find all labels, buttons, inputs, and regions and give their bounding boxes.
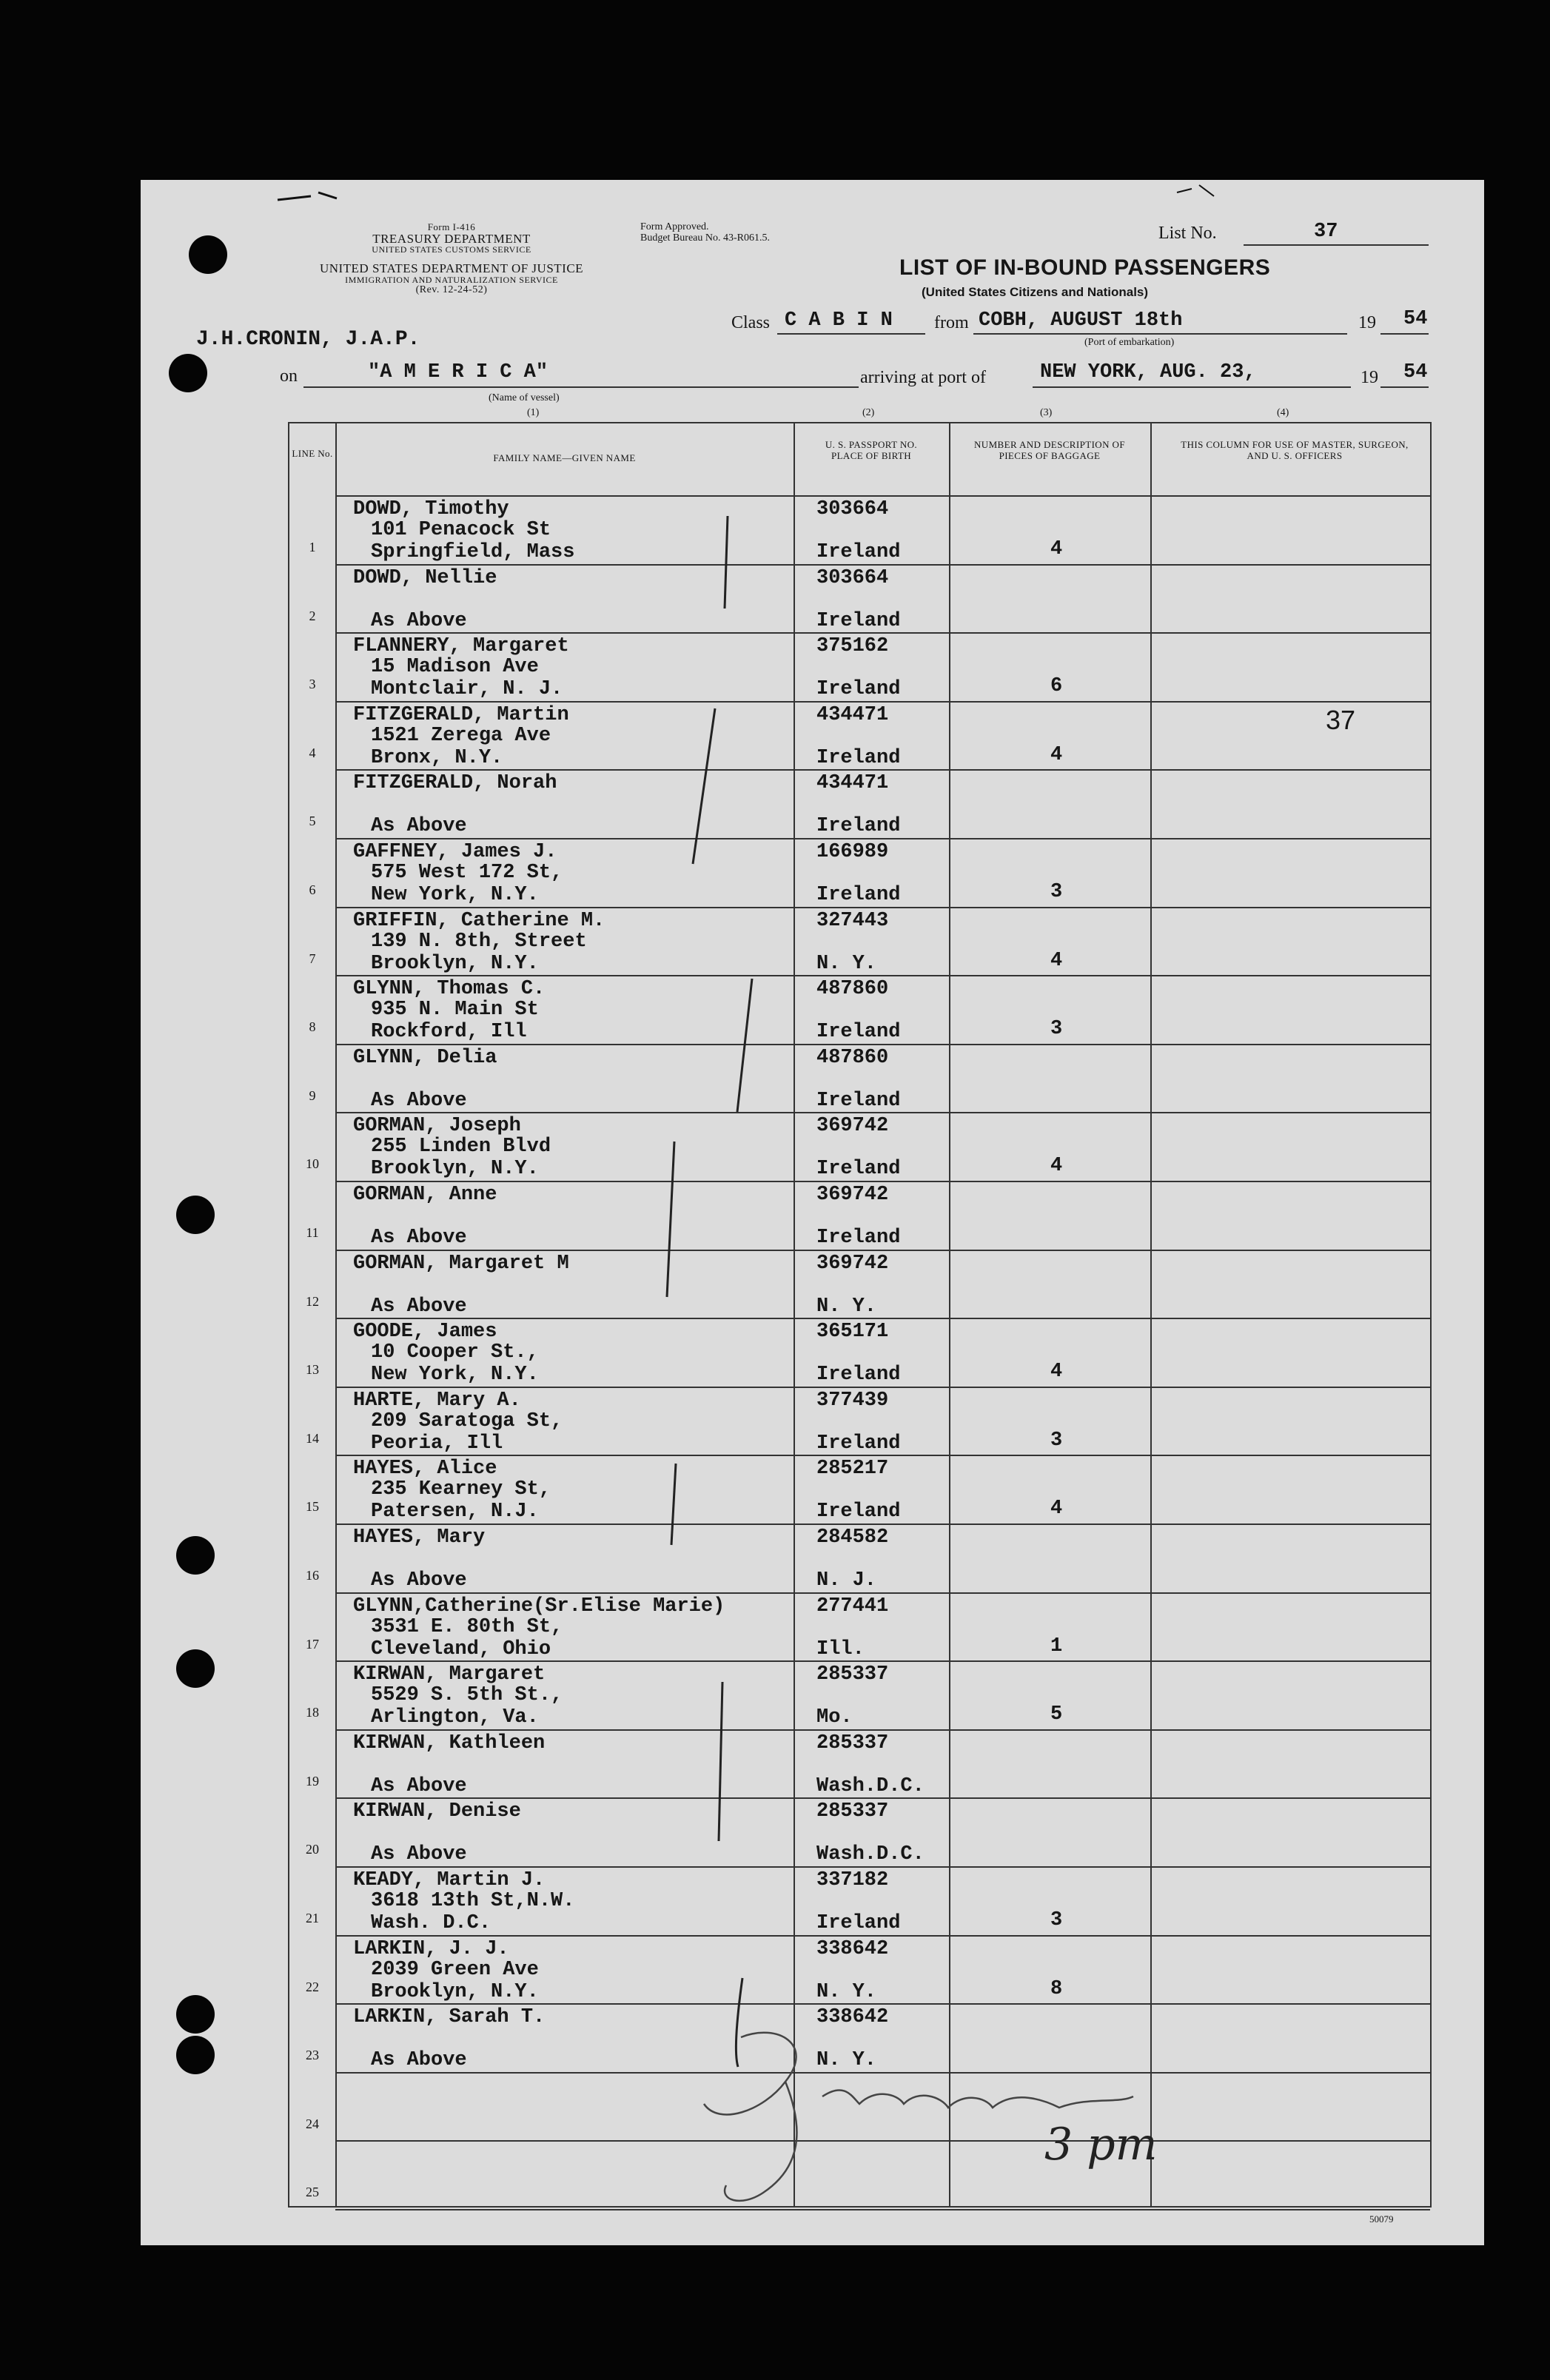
port-embarkation-note: (Port of embarkation) [1084,337,1175,348]
place-of-birth: Ireland [816,1227,901,1249]
page-subtitle: (United States Citizens and Nationals) [922,285,1149,299]
line-number: 11 [306,1225,319,1240]
passenger-name: LARKIN, J. J. [353,1937,509,1960]
passenger-name: GOODE, James [353,1321,497,1344]
line-number: 16 [306,1568,319,1583]
punch-hole [176,1995,215,2034]
line-number: 8 [309,1019,316,1035]
address-line-2: As Above [371,815,467,838]
line-number: 9 [309,1087,316,1103]
passenger-name: KIRWAN, Kathleen [353,1732,546,1754]
passenger-name: GRIFFIN, Catherine M. [353,909,605,932]
column-number-4: (4) [1277,407,1289,418]
column-header-baggage: NUMBER AND DESCRIPTION OF PIECES OF BAGGAGE [974,439,1125,461]
place-of-birth: Wash.D.C. [816,1774,925,1797]
vessel-note: (Name of vessel) [489,392,560,403]
address-line-2: Brooklyn, N.Y. [371,1980,539,2003]
passport-number: 285337 [816,1732,889,1754]
passport-number: 277441 [816,1595,889,1618]
passport-number: 434471 [816,703,889,726]
line-number: 4 [309,745,316,760]
address-line-1: 2039 Green Ave [371,1958,539,1981]
place-of-birth: Ireland [816,746,901,769]
line-number: 20 [306,1842,319,1857]
line-number: 19 [306,1773,319,1789]
address-line-2: As Above [371,1569,467,1592]
passenger-name: GLYNN,Catherine(Sr.Elise Marie) [353,1595,725,1618]
address-line-1: 139 N. 8th, Street [371,930,587,953]
place-of-birth: N. J. [816,1569,877,1592]
address-line-2: Rockford, Ill [371,1021,527,1044]
footer-code: 50079 [1369,2213,1394,2225]
arriving-label: arriving at port of [860,368,986,387]
address-line-2: New York, N.Y. [371,884,539,906]
address-line-2: Peoria, Ill [371,1432,503,1455]
place-of-birth: Ireland [816,1432,901,1455]
column-number-1: (1) [527,407,540,418]
passport-number: 369742 [816,1252,889,1275]
column-header-officers: THIS COLUMN FOR USE OF MASTER, SURGEON, AND U. S. OFFICERS [1181,439,1409,461]
line-number: 6 [309,882,316,897]
column-number-3: (3) [1040,407,1053,418]
address-line-1: 10 Cooper St., [371,1341,539,1364]
baggage-count: 1 [1050,1635,1063,1657]
list-no-label: List No. [1158,224,1217,243]
line-number: 21 [306,1911,319,1925]
class-label: Class [731,313,771,332]
column-header-passport: U. S. PASSPORT NO. PLACE OF BIRTH [825,439,918,461]
passenger-name: LARKIN, Sarah T. [353,2006,546,2029]
address-line-2: As Above [371,1227,467,1249]
year-prefix-1: 19 [1358,313,1376,332]
check-marks [289,423,1433,2209]
passport-number: 365171 [816,1321,889,1344]
customs-service: UNITED STATES CUSTOMS SERVICE [372,244,531,255]
place-of-birth: Ireland [816,1089,901,1112]
passenger-name: GAFFNEY, James J. [353,841,557,863]
handwritten-note: 3 pm [1044,2119,1158,2171]
place-of-birth: Ireland [816,609,901,632]
address-line-1: 235 Kearney St, [371,1478,551,1501]
baggage-count: 6 [1050,675,1063,698]
place-of-birth: N. Y. [816,1295,877,1318]
punch-hole [176,1536,215,1575]
place-of-birth: Ireland [816,1501,901,1523]
line-number: 7 [309,951,316,966]
line-number: 3 [309,677,316,692]
address-line-1: 575 West 172 St, [371,862,563,884]
place-of-birth: Ireland [816,678,901,701]
on-label: on [280,366,298,386]
place-of-birth: N. Y. [816,2049,877,2072]
address-line-2: As Above [371,609,467,632]
pen-marks [0,163,1550,385]
address-line-2: As Above [371,1843,467,1866]
budget-bureau: Budget Bureau No. 43-R061.5. [640,232,770,244]
address-line-2: Montclair, N. J. [371,678,563,701]
place-of-birth: Ireland [816,1912,901,1934]
baggage-count: 4 [1050,1361,1063,1384]
passport-number: 303664 [816,498,889,520]
passport-number: 375162 [816,635,889,658]
passenger-name: FITZGERALD, Norah [353,772,557,795]
place-of-birth: Ireland [816,541,901,563]
line-number: 2 [309,608,316,623]
passenger-name: GORMAN, Margaret M [353,1252,569,1275]
passenger-name: HARTE, Mary A. [353,1389,521,1412]
line-number: 1 [309,540,316,554]
passport-number: 166989 [816,841,889,863]
passenger-name: KIRWAN, Margaret [353,1663,546,1686]
page-title: LIST OF IN-BOUND PASSENGERS [899,255,1271,280]
form-revision: (Rev. 12-24-52) [415,284,488,295]
class-value: C A B I N [785,309,893,332]
line-number: 15 [306,1499,319,1515]
year-suffix-1: 54 [1403,308,1428,330]
address-line-1: 5529 S. 5th St., [371,1684,563,1707]
baggage-count: 3 [1050,881,1063,903]
passenger-name: GLYNN, Thomas C. [353,978,546,1001]
address-line-1: 1521 Zerega Ave [371,724,551,747]
baggage-count: 5 [1050,1703,1063,1726]
form-approved: Form Approved. [640,221,709,232]
passenger-name: DOWD, Timothy [353,498,509,520]
address-line-2: Arlington, Va. [371,1706,539,1729]
line-number: 13 [306,1362,319,1378]
passport-number: 434471 [816,772,889,795]
address-line-2: As Above [371,1295,467,1318]
punch-hole [176,1649,215,1688]
address-line-2: As Above [371,2049,467,2072]
passenger-name: GORMAN, Anne [353,1184,497,1206]
punch-hole [176,1196,215,1234]
baggage-count: 4 [1050,743,1063,766]
year-line-2 [1380,386,1429,388]
address-line-2: Wash. D.C. [371,1912,491,1934]
passport-number: 285337 [816,1800,889,1823]
place-of-birth: Ireland [816,1021,901,1044]
place-of-birth: N. Y. [816,952,877,975]
address-line-2: Cleveland, Ohio [371,1637,551,1660]
vessel-name: "A M E R I C A" [368,361,548,383]
line-number: 10 [306,1156,319,1172]
address-line-1: 3531 E. 80th St, [371,1615,563,1638]
arrival-port-value: NEW YORK, AUG. 23, [1040,361,1256,383]
address-line-1: 255 Linden Blvd [371,1136,551,1159]
passport-number: 369742 [816,1115,889,1138]
baggage-count: 3 [1050,1909,1063,1931]
address-line-1: 935 N. Main St [371,999,539,1022]
passport-number: 487860 [816,978,889,1001]
passenger-table [288,422,1432,2208]
from-label: from [934,313,969,332]
passenger-name: HAYES, Alice [353,1458,497,1481]
passport-number: 487860 [816,1046,889,1069]
line-number: 12 [306,1293,319,1309]
address-line-1: 15 Madison Ave [371,656,539,679]
passenger-name: KEADY, Martin J. [353,1869,546,1891]
address-line-1: 3618 13th St,N.W. [371,1890,575,1912]
place-of-birth: Ireland [816,1364,901,1387]
place-of-birth: Ireland [816,1158,901,1181]
passenger-name: DOWD, Nellie [353,566,497,589]
year-suffix-2: 54 [1403,361,1428,383]
address-line-2: New York, N.Y. [371,1364,539,1387]
form-number: Form I-416 [427,221,476,232]
baggage-count: 4 [1050,949,1063,972]
passport-number: 369742 [816,1184,889,1206]
baggage-count: 4 [1050,538,1063,560]
immigration-service: IMMIGRATION AND NATURALIZATION SERVICE [345,274,558,285]
address-line-2: As Above [371,1774,467,1797]
place-of-birth: Ireland [816,815,901,838]
column-header-line: LINE No. [292,448,333,459]
passport-number: 303664 [816,566,889,589]
line-number: 23 [306,2048,319,2063]
address-line-2: Brooklyn, N.Y. [371,952,539,975]
year-prefix-2: 19 [1361,368,1378,387]
passport-number: 377439 [816,1389,889,1412]
address-line-1: 101 Penacock St [371,519,551,541]
passport-number: 284582 [816,1526,889,1549]
address-line-2: Bronx, N.Y. [371,746,503,769]
line-number: 22 [306,1979,319,1994]
passport-number: 338642 [816,2006,889,2029]
from-value: COBH, AUGUST 18th [979,309,1183,332]
justice-dept: UNITED STATES DEPARTMENT OF JUSTICE [319,261,584,276]
column-number-2: (2) [862,407,875,418]
passport-number: 285337 [816,1663,889,1686]
treasury-dept: TREASURY DEPARTMENT [372,231,531,246]
passport-number: 285217 [816,1458,889,1481]
baggage-count: 3 [1050,1018,1063,1041]
line-number: 18 [306,1705,319,1720]
baggage-count: 8 [1050,1977,1063,2000]
line-number: 24 [306,2116,319,2131]
passenger-name: FITZGERALD, Martin [353,703,569,726]
passport-number: 337182 [816,1869,889,1891]
address-line-2: As Above [371,1089,467,1112]
address-line-1: 209 Saratoga St, [371,1409,563,1432]
line-number: 17 [306,1636,319,1652]
passport-number: 338642 [816,1937,889,1960]
officer-note: 37 [1326,705,1356,735]
passenger-name: KIRWAN, Denise [353,1800,521,1823]
agent-name: J.H.CRONIN, J.A.P. [196,328,420,351]
baggage-count: 3 [1050,1429,1063,1452]
baggage-count: 4 [1050,1155,1063,1178]
vessel-line [303,386,859,388]
passport-number: 327443 [816,909,889,932]
place-of-birth: Ireland [816,884,901,906]
passenger-name: GLYNN, Delia [353,1046,497,1069]
address-line-2: Brooklyn, N.Y. [371,1158,539,1181]
passenger-name: HAYES, Mary [353,1526,486,1549]
passenger-name: GORMAN, Joseph [353,1115,521,1138]
baggage-count: 4 [1050,1498,1063,1521]
column-header-name: FAMILY NAME—GIVEN NAME [493,452,636,463]
line-number: 25 [306,2185,319,2200]
place-of-birth: Mo. [816,1706,853,1729]
line-number: 5 [309,814,316,829]
arrival-line [1033,386,1351,388]
place-of-birth: Wash.D.C. [816,1843,925,1866]
place-of-birth: Ill. [816,1637,865,1660]
line-number: 14 [306,1430,319,1446]
punch-hole [176,2036,215,2074]
passenger-name: FLANNERY, Margaret [353,635,569,658]
address-line-2: Springfield, Mass [371,541,575,563]
place-of-birth: N. Y. [816,1980,877,2003]
list-no-value: 37 [1314,221,1338,243]
address-line-2: Patersen, N.J. [371,1501,539,1523]
